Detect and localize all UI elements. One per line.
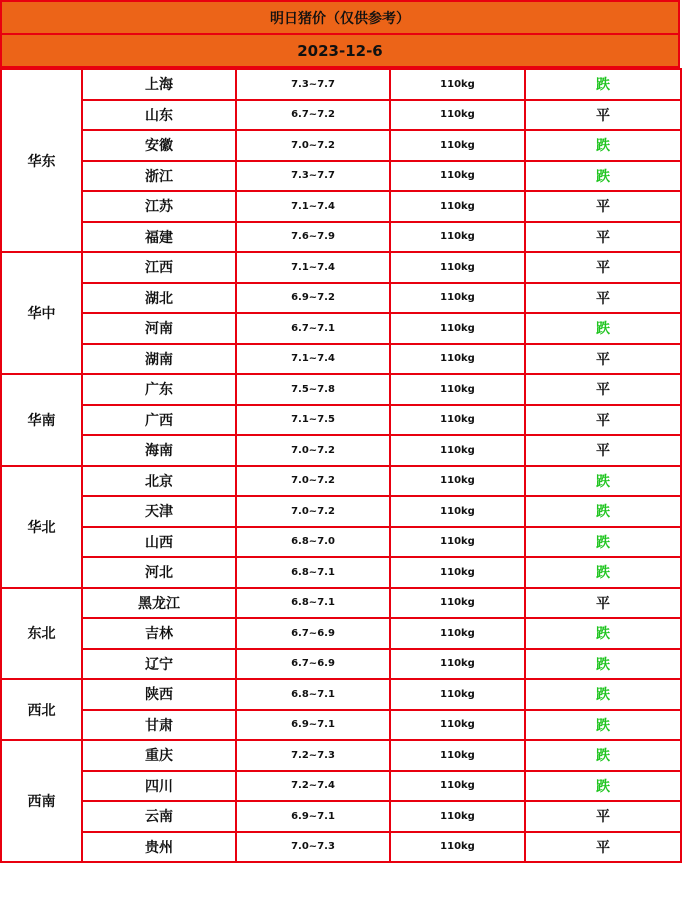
- trend-cell: 跌: [525, 313, 681, 344]
- trend-cell: 平: [525, 801, 681, 832]
- weight-cell: 110kg: [390, 740, 525, 771]
- trend-cell: 跌: [525, 130, 681, 161]
- price-cell: 7.0~7.2: [236, 496, 390, 527]
- province-cell: 江苏: [82, 191, 236, 222]
- table-row: [1, 527, 681, 558]
- table-row: [1, 710, 681, 741]
- price-cell: 7.1~7.4: [236, 344, 390, 375]
- province-cell: 贵州: [82, 832, 236, 863]
- province-cell: 海南: [82, 435, 236, 466]
- weight-cell: 110kg: [390, 283, 525, 314]
- province-cell: 江西: [82, 252, 236, 283]
- province-cell: 辽宁: [82, 649, 236, 680]
- table-row: [1, 344, 681, 375]
- table-row: [1, 252, 681, 283]
- trend-cell: 跌: [525, 496, 681, 527]
- price-cell: 6.9~7.2: [236, 283, 390, 314]
- price-cell: 6.8~7.1: [236, 679, 390, 710]
- price-cell: 6.7~6.9: [236, 649, 390, 680]
- province-cell: 安徽: [82, 130, 236, 161]
- region-cell: 华南: [1, 374, 82, 466]
- price-cell: 7.1~7.4: [236, 191, 390, 222]
- weight-cell: 110kg: [390, 527, 525, 558]
- province-cell: 北京: [82, 466, 236, 497]
- province-cell: 甘肃: [82, 710, 236, 741]
- weight-cell: 110kg: [390, 588, 525, 619]
- weight-cell: 110kg: [390, 771, 525, 802]
- province-cell: 广西: [82, 405, 236, 436]
- region-cell: 西南: [1, 740, 82, 862]
- weight-cell: 110kg: [390, 832, 525, 863]
- weight-cell: 110kg: [390, 618, 525, 649]
- page-title: 明日猪价（仅供参考）: [0, 0, 680, 33]
- table-row: [1, 313, 681, 344]
- trend-cell: 平: [525, 374, 681, 405]
- price-cell: 6.8~7.1: [236, 588, 390, 619]
- price-cell: 7.1~7.5: [236, 405, 390, 436]
- table-row: [1, 771, 681, 802]
- table-row: [1, 161, 681, 192]
- table-row: [1, 466, 681, 497]
- trend-cell: 跌: [525, 710, 681, 741]
- province-cell: 云南: [82, 801, 236, 832]
- price-cell: 6.7~7.2: [236, 100, 390, 131]
- province-cell: 四川: [82, 771, 236, 802]
- region-cell: 西北: [1, 679, 82, 740]
- trend-cell: 平: [525, 344, 681, 375]
- table-row: [1, 618, 681, 649]
- weight-cell: 110kg: [390, 69, 525, 100]
- price-cell: 7.0~7.3: [236, 832, 390, 863]
- weight-cell: 110kg: [390, 100, 525, 131]
- weight-cell: 110kg: [390, 191, 525, 222]
- weight-cell: 110kg: [390, 374, 525, 405]
- price-cell: 6.9~7.1: [236, 801, 390, 832]
- trend-cell: 平: [525, 405, 681, 436]
- price-cell: 6.7~6.9: [236, 618, 390, 649]
- table-row: [1, 222, 681, 253]
- table-row: [1, 557, 681, 588]
- trend-cell: 跌: [525, 69, 681, 100]
- trend-cell: 跌: [525, 557, 681, 588]
- price-cell: 6.9~7.1: [236, 710, 390, 741]
- province-cell: 陕西: [82, 679, 236, 710]
- trend-cell: 平: [525, 283, 681, 314]
- table-row: [1, 130, 681, 161]
- trend-cell: 跌: [525, 679, 681, 710]
- region-cell: 华北: [1, 466, 82, 588]
- price-cell: 7.3~7.7: [236, 69, 390, 100]
- table-row: [1, 435, 681, 466]
- province-cell: 福建: [82, 222, 236, 253]
- weight-cell: 110kg: [390, 466, 525, 497]
- province-cell: 山东: [82, 100, 236, 131]
- price-cell: 6.8~7.1: [236, 557, 390, 588]
- province-cell: 湖南: [82, 344, 236, 375]
- table-row: [1, 283, 681, 314]
- province-cell: 广东: [82, 374, 236, 405]
- price-cell: 7.0~7.2: [236, 435, 390, 466]
- weight-cell: 110kg: [390, 252, 525, 283]
- price-cell: 7.2~7.4: [236, 771, 390, 802]
- table-row: [1, 588, 681, 619]
- table-row: [1, 496, 681, 527]
- trend-cell: 平: [525, 252, 681, 283]
- weight-cell: 110kg: [390, 161, 525, 192]
- province-cell: 山西: [82, 527, 236, 558]
- trend-cell: 跌: [525, 649, 681, 680]
- trend-cell: 跌: [525, 618, 681, 649]
- weight-cell: 110kg: [390, 435, 525, 466]
- weight-cell: 110kg: [390, 496, 525, 527]
- price-cell: 7.5~7.8: [236, 374, 390, 405]
- table-row: [1, 679, 681, 710]
- trend-cell: 平: [525, 435, 681, 466]
- table-row: [1, 69, 681, 100]
- trend-cell: 跌: [525, 466, 681, 497]
- province-cell: 浙江: [82, 161, 236, 192]
- trend-cell: 平: [525, 100, 681, 131]
- weight-cell: 110kg: [390, 222, 525, 253]
- trend-cell: 平: [525, 191, 681, 222]
- region-cell: 东北: [1, 588, 82, 680]
- province-cell: 上海: [82, 69, 236, 100]
- weight-cell: 110kg: [390, 405, 525, 436]
- trend-cell: 平: [525, 222, 681, 253]
- price-cell: 6.7~7.1: [236, 313, 390, 344]
- province-cell: 河北: [82, 557, 236, 588]
- price-cell: 7.0~7.2: [236, 466, 390, 497]
- trend-cell: 跌: [525, 740, 681, 771]
- trend-cell: 平: [525, 832, 681, 863]
- price-cell: 7.3~7.7: [236, 161, 390, 192]
- price-table-body: [1, 69, 681, 862]
- weight-cell: 110kg: [390, 557, 525, 588]
- table-row: [1, 832, 681, 863]
- date-header: 2023-12-6: [0, 33, 680, 68]
- price-table: [0, 68, 682, 863]
- province-cell: 天津: [82, 496, 236, 527]
- price-cell: 7.2~7.3: [236, 740, 390, 771]
- table-row: [1, 801, 681, 832]
- price-cell: 6.8~7.0: [236, 527, 390, 558]
- trend-cell: 跌: [525, 527, 681, 558]
- weight-cell: 110kg: [390, 344, 525, 375]
- weight-cell: 110kg: [390, 679, 525, 710]
- region-cell: 华东: [1, 69, 82, 252]
- table-row: [1, 100, 681, 131]
- weight-cell: 110kg: [390, 130, 525, 161]
- price-cell: 7.6~7.9: [236, 222, 390, 253]
- province-cell: 黑龙江: [82, 588, 236, 619]
- province-cell: 重庆: [82, 740, 236, 771]
- price-cell: 7.0~7.2: [236, 130, 390, 161]
- trend-cell: 跌: [525, 161, 681, 192]
- table-row: [1, 740, 681, 771]
- weight-cell: 110kg: [390, 710, 525, 741]
- table-row: [1, 649, 681, 680]
- table-row: [1, 374, 681, 405]
- province-cell: 河南: [82, 313, 236, 344]
- province-cell: 吉林: [82, 618, 236, 649]
- province-cell: 湖北: [82, 283, 236, 314]
- weight-cell: 110kg: [390, 313, 525, 344]
- weight-cell: 110kg: [390, 801, 525, 832]
- table-row: [1, 191, 681, 222]
- weight-cell: 110kg: [390, 649, 525, 680]
- trend-cell: 跌: [525, 771, 681, 802]
- price-cell: 7.1~7.4: [236, 252, 390, 283]
- region-cell: 华中: [1, 252, 82, 374]
- table-row: [1, 405, 681, 436]
- trend-cell: 平: [525, 588, 681, 619]
